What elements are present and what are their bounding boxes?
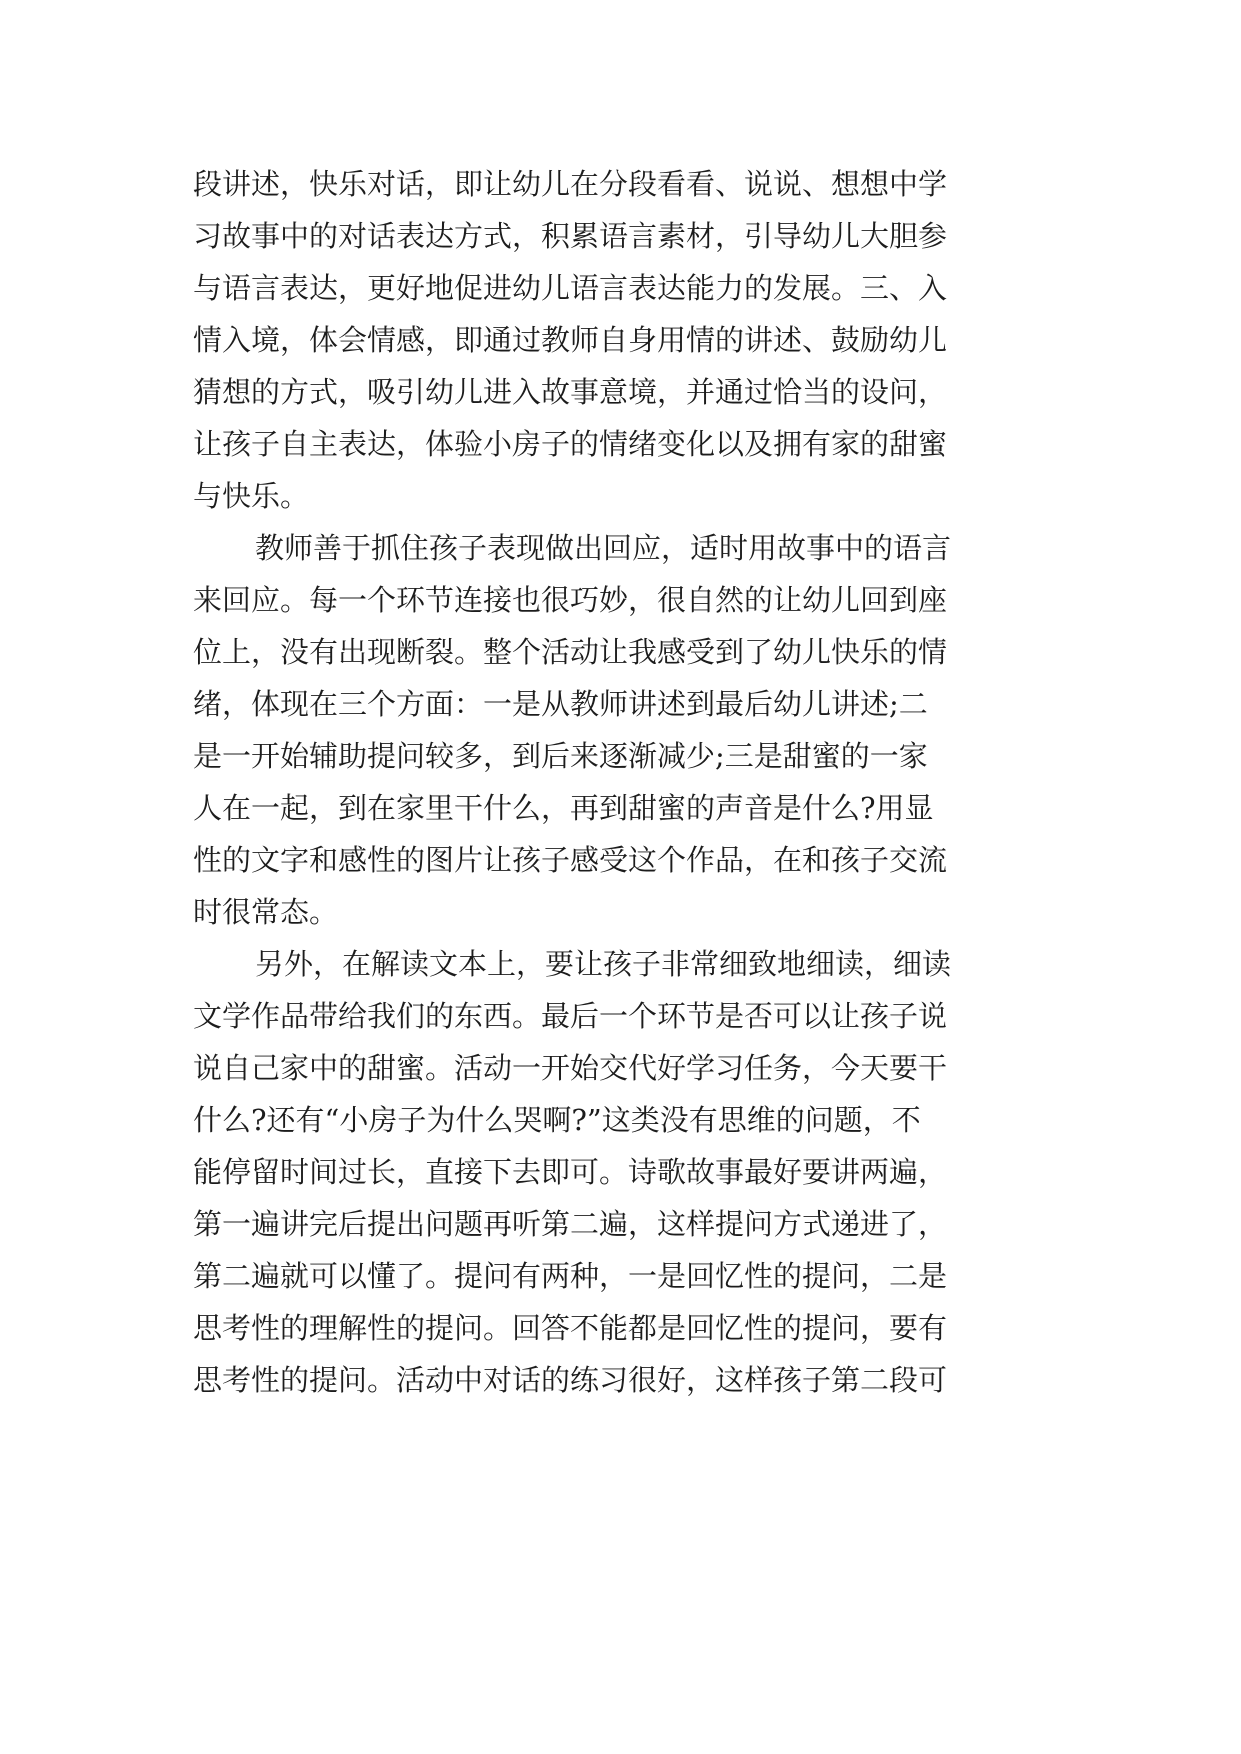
text-line: 文学作品带给我们的东西。最后一个环节是否可以让孩子说 (193, 999, 948, 1033)
paragraph-3 (193, 938, 1053, 1406)
text-line: 是一开始辅助提问较多，到后来逐渐减少;三是甜蜜的一家 (193, 739, 928, 773)
text-line: 性的文字和感性的图片让孩子感受这个作品，在和孩子交流 (193, 843, 948, 877)
text-line: 位上，没有出现断裂。整个活动让我感受到了幼儿快乐的情 (193, 635, 948, 669)
text-line: 另外，在解读文本上，要让孩子非常细致地细读，细读 (255, 947, 952, 981)
text-line: 猜想的方式，吸引幼儿进入故事意境，并通过恰当的设问， (193, 375, 948, 409)
text-line: 思考性的理解性的提问。回答不能都是回忆性的提问，要有 (193, 1311, 948, 1345)
text-line: 来回应。每一个环节连接也很巧妙，很自然的让幼儿回到座 (193, 583, 948, 617)
text-line: 人在一起，到在家里干什么，再到甜蜜的声音是什么?用显 (193, 791, 934, 825)
text-line: 段讲述，快乐对话，即让幼儿在分段看看、说说、想想中学 (193, 167, 948, 201)
text-line: 与语言表达，更好地促进幼儿语言表达能力的发展。三、入 (193, 271, 948, 305)
text-line: 时很常态。 (193, 895, 339, 929)
text-line: 习故事中的对话表达方式，积累语言素材，引导幼儿大胆参 (193, 219, 948, 253)
text-line: 教师善于抓住孩子表现做出回应，适时用故事中的语言 (255, 531, 952, 565)
text-line: 让孩子自主表达，体验小房子的情绪变化以及拥有家的甜蜜 (193, 427, 948, 461)
paragraph-1 (193, 158, 1053, 522)
paragraph-2 (193, 522, 1053, 938)
text-line: 第一遍讲完后提出问题再听第二遍，这样提问方式递进了， (193, 1207, 948, 1241)
text-line: 什么?还有“小房子为什么哭啊?”这类没有思维的问题，不 (193, 1103, 921, 1137)
text-line: 与快乐。 (193, 479, 310, 513)
text-line: 思考性的提问。活动中对话的练习很好，这样孩子第二段可 (193, 1363, 948, 1397)
text-line: 绪，体现在三个方面：一是从教师讲述到最后幼儿讲述;二 (193, 687, 928, 721)
text-line: 第二遍就可以懂了。提问有两种，一是回忆性的提问，二是 (193, 1259, 948, 1293)
document-body (193, 158, 1053, 1406)
text-line: 能停留时间过长，直接下去即可。诗歌故事最好要讲两遍， (193, 1155, 948, 1189)
text-line: 情入境，体会情感，即通过教师自身用情的讲述、鼓励幼儿 (193, 323, 948, 357)
text-line: 说自己家中的甜蜜。活动一开始交代好学习任务，今天要干 (193, 1051, 948, 1085)
